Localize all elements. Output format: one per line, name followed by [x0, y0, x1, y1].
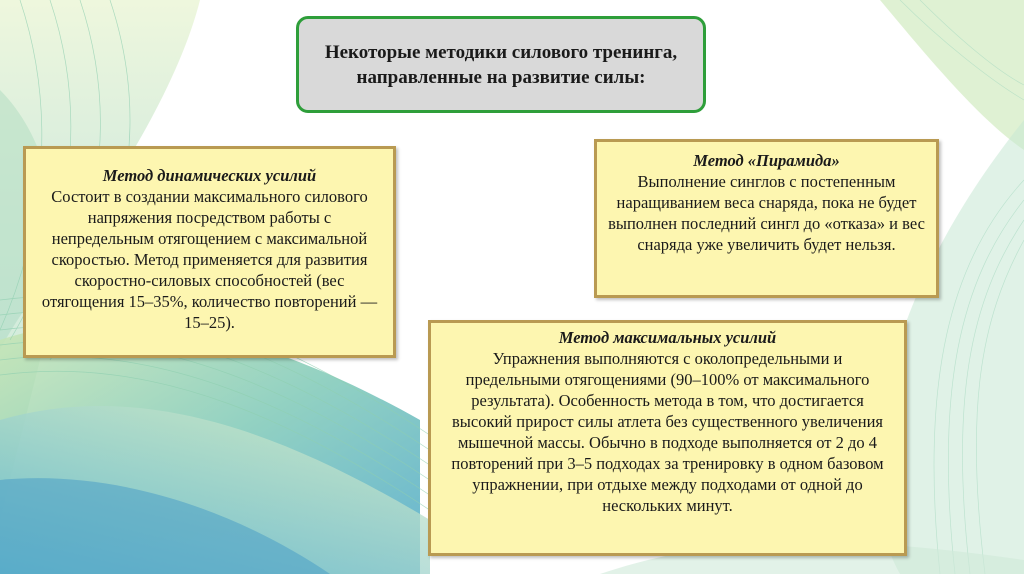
slide-title-text: Некоторые методики силового тренинга, направленные на развитие силы: [324, 41, 678, 88]
method-card-maximal-efforts [428, 320, 907, 556]
method-heading: Метод «Пирамида» [693, 151, 840, 170]
method-card-dynamic-efforts [23, 146, 396, 358]
slide-title [296, 16, 706, 113]
method-description: Выполнение синглов с постепенным наращиванием веса снаряда, пока не будет выполнен последний сингл до «отказа» и вес снаряда уже увеличить будет нельзя. [608, 172, 925, 254]
method-heading: Метод динамических усилий [102, 166, 317, 185]
method-card-pyramid [594, 139, 939, 298]
method-heading: Метод максимальных усилий [558, 328, 777, 347]
method-description: Упражнения выполняются с околопредельными и предельными отягощениями (90–100% от максимального результата). Особенность метода в том, что достигается высокий прирост силы атлета без существенного увеличения мышечной массы. Обычно в подходе выполняется от 2 до 4 повторений при 3–5 подходах за тренировку в одном базовом упражнении, при отдыхе между подходами от одной до нескольких минут. [451, 349, 884, 515]
method-description: Состоит в создании максимального силового напряжения посредством работы с непредельным отягощением с максимальной скоростью. Метод применяется для развития скоростно-силовых способностей (вес отягощения 15–35%, количество повторений — 15–25). [41, 187, 378, 332]
